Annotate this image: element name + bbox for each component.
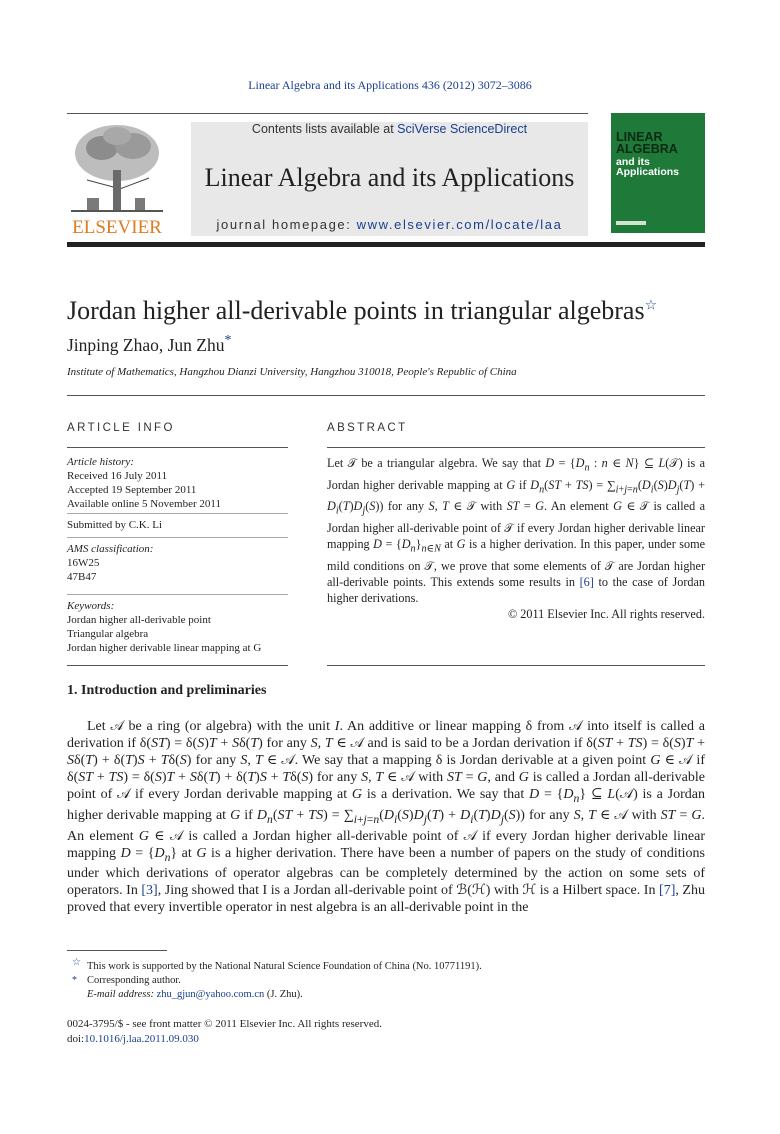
cover-line-4: Applications: [616, 166, 680, 178]
masthead-rule: [67, 242, 705, 247]
divider: [67, 395, 705, 396]
funding-mark[interactable]: ☆: [644, 298, 658, 314]
divider: [67, 594, 288, 595]
issn-line: 0024-3795/$ - see front matter © 2011 Elsevier Inc. All rights reserved. doi:10.1016/j.laa.2011.09.030: [67, 1018, 382, 1045]
divider: [327, 665, 705, 666]
abstract-text: Let 𝒯 be a triangular algebra. We say that $D = \{D_n$ : n ∈ N} ⊆ L(𝒯) is a Jordan higher derivable mapping at G if $D_n(ST + TS) = \sum_{i+j=n}(D_i(S)D_j(T) + D_i(T)D_j(S))$ for any S, T ∈ 𝒯 with ST = G. An element G ∈ 𝒯 is called a Jordan higher all-derivable point of 𝒯 if every Jordan higher derivable linear mapping $D = \{D_n\}_{n\in N}$ at G is a higher derivation. In this paper, under some mild conditions on 𝒯, we prove that some elements of 𝒯 are Jordan higher all-derivable points. This extends some results in [6] to the case of Jordan higher derivations. © 2011 Elsevier Inc. All rights reserved.: [327, 456, 705, 622]
abstract-heading: ABSTRACT: [327, 422, 408, 434]
submitted-by: Submitted by C.K. Li: [67, 519, 163, 531]
keywords: Keywords: Jordan higher all-derivable point Triangular algebra Jordan higher derivable linear mapping at G: [67, 600, 262, 654]
footnote-mark-funding: ☆: [72, 957, 81, 968]
footnote-corresponding: Corresponding author.: [87, 975, 181, 986]
divider: [327, 447, 705, 448]
header-rule: [67, 113, 588, 114]
copyright: © 2011 Elsevier Inc. All rights reserved.: [508, 607, 705, 622]
article-title: Jordan higher all-derivable points in triangular algebras☆: [67, 296, 658, 325]
homepage-link[interactable]: www.elsevier.com/locate/laa: [356, 217, 563, 232]
cover-line-2: ALGEBRA: [616, 142, 678, 156]
journal-reference[interactable]: Linear Algebra and its Applications 436 (2012) 3072–3086: [248, 78, 532, 92]
article-info-heading: ARTICLE INFO: [67, 422, 175, 434]
divider: [67, 447, 288, 448]
footnote-email: E-mail address: zhu_gjun@yahoo.com.cn (J. Zhu).: [87, 989, 303, 1000]
contents-line: Contents lists available at SciVerse ScienceDirect: [251, 122, 528, 136]
journal-title: Linear Algebra and its Applications: [204, 163, 575, 192]
affiliation: Institute of Mathematics, Hangzhou Dianzi University, Hangzhou 310018, People's Republic of China: [67, 366, 517, 378]
elsevier-wordmark: ELSEVIER: [72, 217, 162, 236]
cover-footer-mark: [616, 221, 646, 225]
footnote-funding: This work is supported by the National Natural Science Foundation of China (No. 10771191).: [87, 961, 482, 972]
cover-line-3: and its: [616, 156, 650, 168]
section-heading: 1. Introduction and preliminaries: [67, 683, 267, 698]
cover-line-1: LINEAR: [616, 130, 663, 144]
ams-classification: AMS classification: 16W25 47B47: [67, 543, 154, 583]
article-history: Article history: Received 16 July 2011 Accepted 19 September 2011 Available online 5 November 2011: [67, 456, 221, 510]
elsevier-logo: [67, 118, 167, 236]
sciencedirect-link[interactable]: SciVerse ScienceDirect: [397, 122, 528, 136]
corresponding-mark[interactable]: *: [224, 333, 232, 348]
footnote-rule: [67, 950, 167, 951]
introduction-text: Let 𝒜 be a ring (or algebra) with the unit I. An additive or linear mapping δ from 𝒜 into itself is called a derivation if δ(ST) = δ(S)T + Sδ(T) for any S, T ∈ 𝒜 and is said to be a Jordan derivation if δ(ST + TS) = δ(S)T + Sδ(T) + δ(T)S + Tδ(S) for any S, T ∈ 𝒜. We say that a mapping δ is Jordan derivable at a given point G ∈ 𝒜 if δ(ST + TS) = δ(S)T + Sδ(T) + δ(T)S + Tδ(S) for any S, T ∈ 𝒜 with ST = G, and G is called a Jordan all-derivable point of 𝒜 if every Jordan derivable mapping at G is a derivation. We say that $D = \{D_n\}$ ⊆ L(𝒜) is a Jordan higher derivable mapping at G if $D_n(ST + TS) = \sum_{i+j=n}(D_i(S)D_j(T) + D_i(T)D_j(S))$ for any S, T ∈ 𝒜 with ST = G. An element G ∈ 𝒜 is called a Jordan higher all-derivable point of 𝒜 if every Jordan higher derivable linear mapping $D = \{D_n\}$ at G is a higher derivation. There have been a number of papers on the study of conditions under which derivations of operator algebras can be completely determined by the action on some sets of operators. In [3], Jing showed that I is a Jordan all-derivable point of ℬ(ℋ) with ℋ is a Hilbert space. In [7], Zhu proved that every invertible operator in nest algebra is an all-derivable point in the: [67, 719, 706, 916]
footnote-mark-corresponding: *: [72, 975, 77, 986]
journal-cover: [611, 113, 705, 233]
divider: [67, 513, 288, 514]
homepage-line: journal homepage: www.elsevier.com/locate/laa: [216, 217, 563, 232]
doi-link[interactable]: 10.1016/j.laa.2011.09.030: [84, 1033, 199, 1045]
divider: [67, 665, 288, 666]
divider: [67, 537, 288, 538]
authors: Jinping Zhao, Jun Zhu*: [67, 333, 232, 355]
email-link[interactable]: zhu_gjun@yahoo.com.cn: [156, 989, 265, 1000]
